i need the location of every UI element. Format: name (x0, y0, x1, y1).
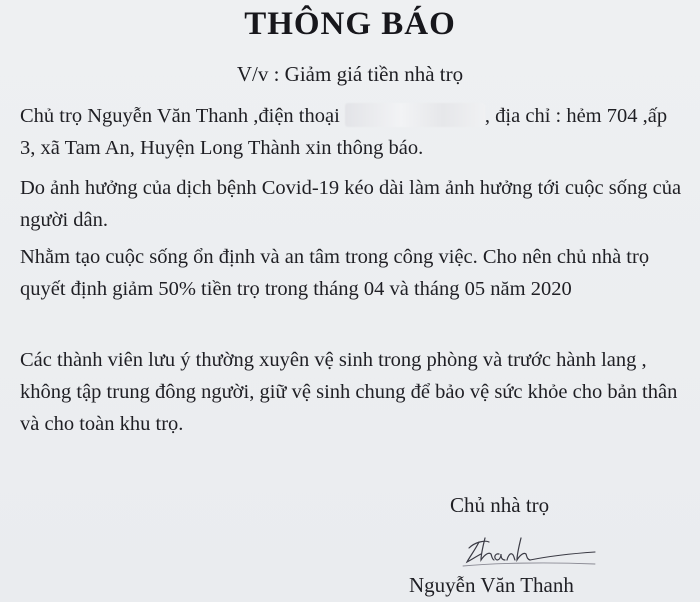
paragraph-hygiene-reminder: Các thành viên lưu ý thường xuyên vệ sinh trong phòng và trước hành lang , không tập trung đông người, giữ vệ sinh chung để bảo vệ sức khỏe cho bản thân và cho toàn khu trọ. (20, 349, 678, 435)
redacted-phone-number (345, 103, 485, 127)
signature-name: Nguyễn Văn Thanh (409, 573, 574, 597)
landlord-info-text: Chủ trọ Nguyễn Văn Thanh ,điện thoại (20, 105, 340, 127)
paragraph-covid-impact: Do ảnh hưởng của dịch bệnh Covid-19 kéo dài làm ảnh hưởng tới cuộc sống của người dân. (20, 177, 682, 231)
paragraph-landlord-info (20, 100, 685, 164)
notice-title: THÔNG BÁO (244, 6, 456, 42)
landlord-address-text: , địa chỉ : hẻm 704 ,ấp 3, xã Tam An, Huyện Long Thành xin thông báo. (20, 105, 668, 159)
paragraph-rent-reduction: Nhằm tạo cuộc sống ổn định và an tâm trong công việc. Cho nên chủ nhà trọ quyết định giảm 50% tiền trọ trong tháng 04 và tháng 05 năm 2020 (20, 246, 650, 300)
notice-subject: V/v : Giảm giá tiền nhà trọ (236, 62, 464, 86)
handwritten-signature (455, 530, 605, 574)
signature-role: Chủ nhà trọ (450, 493, 550, 517)
